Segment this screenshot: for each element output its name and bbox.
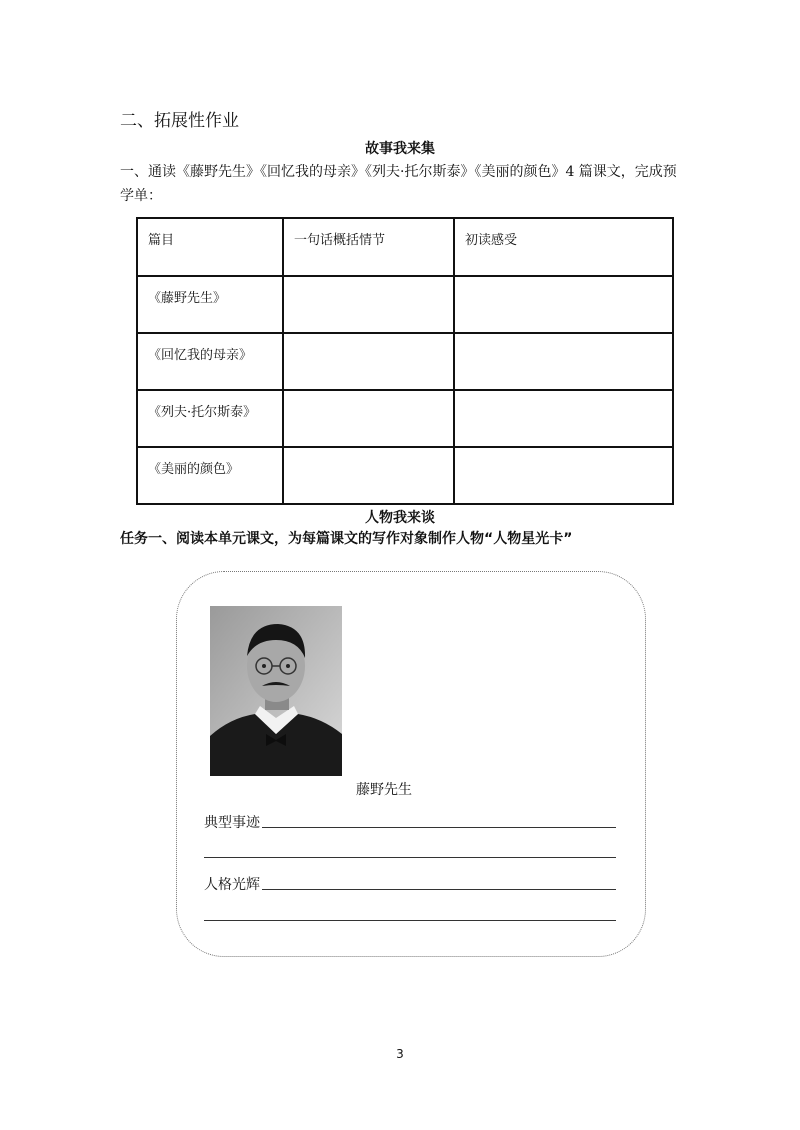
row-title: 《回忆我的母亲》 — [137, 333, 283, 390]
summary-cell[interactable] — [283, 333, 454, 390]
preview-table — [136, 217, 674, 505]
header-summary: 一句话概括情节 — [283, 218, 454, 276]
header-impression: 初读感受 — [454, 218, 673, 276]
summary-cell[interactable] — [283, 447, 454, 504]
table-header-row — [137, 218, 673, 276]
personality-label: 人格光辉 — [204, 877, 260, 893]
story-instruction: 一、通读《藤野先生》《回忆我的母亲》《列夫·托尔斯泰》《美丽的颜色》4 篇课文，完成预学单： — [120, 164, 677, 204]
impression-cell[interactable] — [454, 447, 673, 504]
impression-cell[interactable] — [454, 333, 673, 390]
table-row — [137, 276, 673, 333]
story-subtitle: 故事我来集 — [365, 141, 435, 157]
summary-cell[interactable] — [283, 390, 454, 447]
personality-line-1[interactable] — [262, 889, 616, 890]
character-task: 任务一、阅读本单元课文，为每篇课文的写作对象制作人物“人物星光卡” — [120, 531, 573, 547]
row-title: 《藤野先生》 — [137, 276, 283, 333]
deeds-line-2[interactable] — [204, 857, 616, 858]
personality-line-2[interactable] — [204, 920, 616, 921]
header-title: 篇目 — [137, 218, 283, 276]
character-subtitle: 人物我来谈 — [365, 510, 435, 526]
character-name: 藤野先生 — [356, 782, 412, 798]
impression-cell[interactable] — [454, 276, 673, 333]
row-title: 《美丽的颜色》 — [137, 447, 283, 504]
table-row — [137, 333, 673, 390]
section-title: 二、拓展性作业 — [120, 111, 239, 131]
impression-cell[interactable] — [454, 390, 673, 447]
row-title: 《列夫·托尔斯泰》 — [137, 390, 283, 447]
table-row — [137, 447, 673, 504]
deeds-label: 典型事迹 — [204, 815, 260, 831]
portrait-photo — [210, 606, 342, 776]
deeds-line-1[interactable] — [262, 827, 616, 828]
page-number: 3 — [396, 1047, 404, 1061]
summary-cell[interactable] — [283, 276, 454, 333]
table-row — [137, 390, 673, 447]
